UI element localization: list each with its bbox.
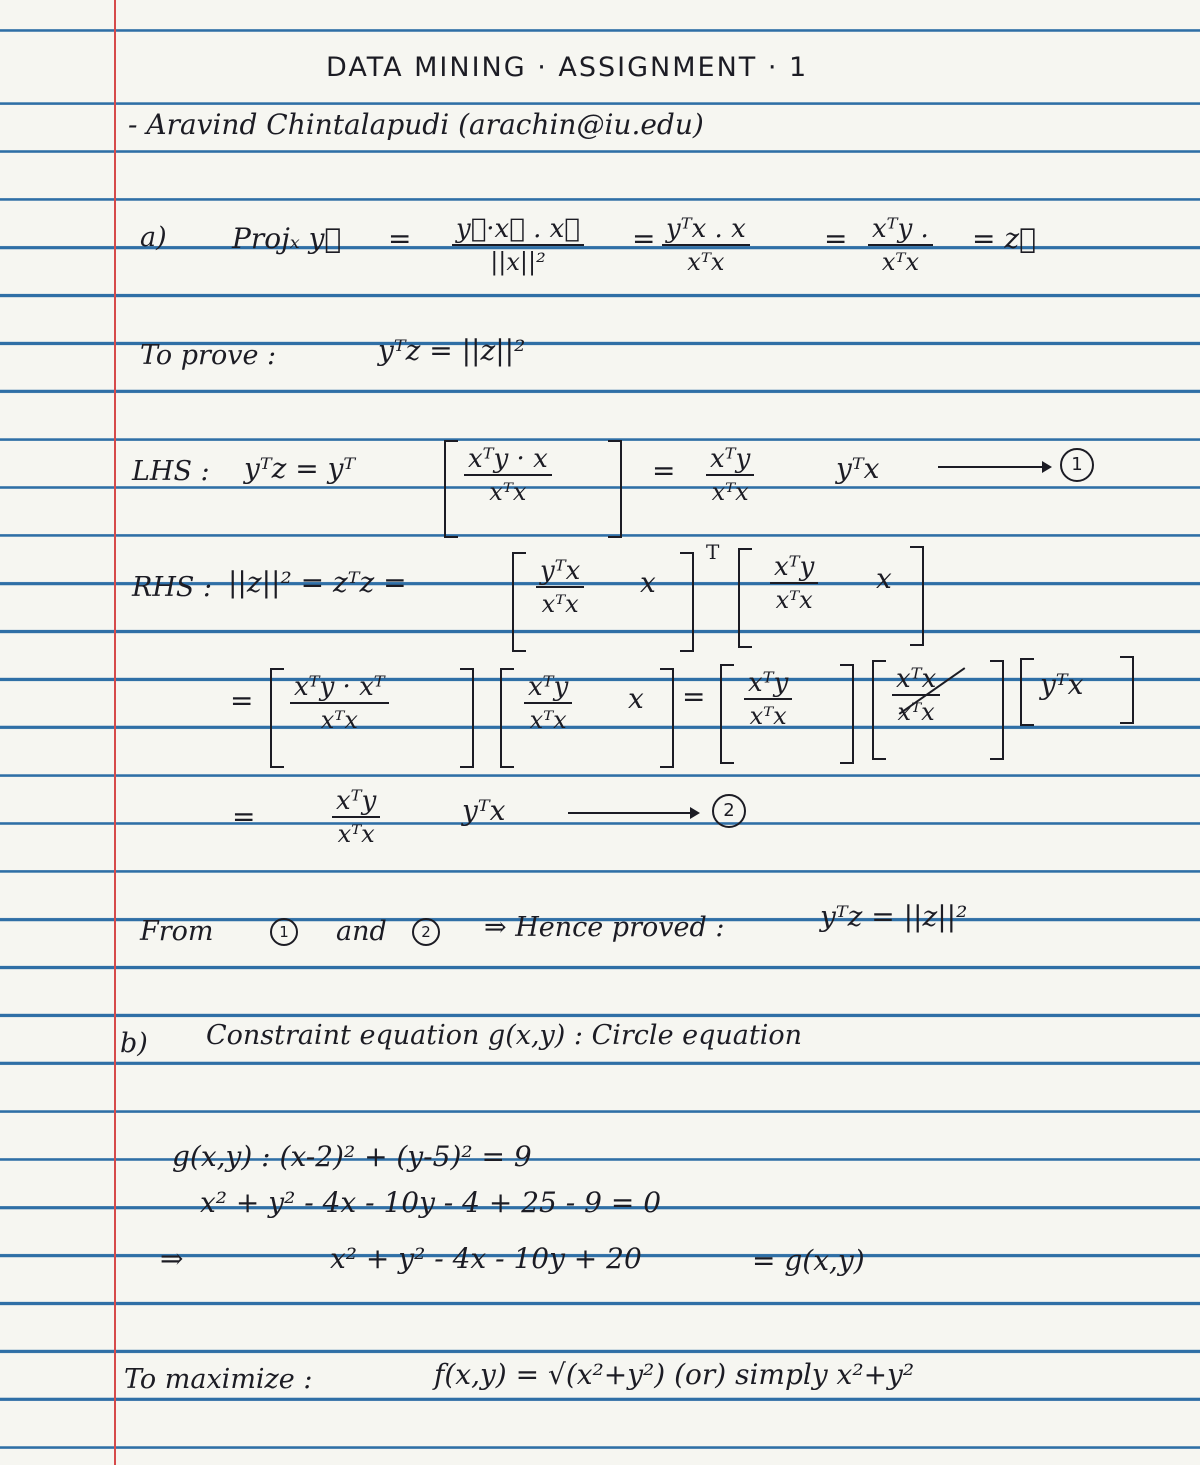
lhs-label: LHS : xyxy=(132,456,210,487)
equals-sign: = xyxy=(652,454,676,487)
rhs-equation: ||z||² = zᵀz = xyxy=(228,566,407,599)
bracket-left xyxy=(872,660,886,760)
rhs-label: RHS : xyxy=(132,572,213,603)
proj-frac-2-den: xᵀx xyxy=(687,248,725,276)
transpose-mark: T xyxy=(706,540,720,564)
l4-frac-den: xᵀx xyxy=(337,820,375,848)
l3-frac-2-num: xᵀy xyxy=(524,672,572,704)
bracket-left xyxy=(512,552,526,652)
simplified-equation: x² + y² - 4x - 10y + 20 xyxy=(330,1242,642,1275)
rhs-frac-1 xyxy=(536,556,584,618)
bracket-right xyxy=(660,668,674,768)
maximize-equation: f(x,y) = √(x²+y²) (or) simply x²+y² xyxy=(434,1358,915,1391)
bracket-left xyxy=(500,668,514,768)
constraint-text: Constraint equation g(x,y) : Circle equation xyxy=(206,1020,803,1051)
l4-frac-num: xᵀy xyxy=(332,786,380,818)
l3-frac-4-den: xᵀx xyxy=(897,698,935,726)
lhs-result-num: xᵀy xyxy=(706,444,754,476)
part-a-label: a) xyxy=(140,222,167,253)
rhs-frac-1-den: xᵀx xyxy=(541,590,579,618)
and-text: and xyxy=(336,916,387,947)
lhs-frac-den: xᵀx xyxy=(489,478,527,506)
equals-sign: = xyxy=(388,222,412,255)
l4-frac xyxy=(332,786,380,848)
l3-frac-3 xyxy=(744,668,792,730)
arrow-right-icon xyxy=(568,812,698,814)
bracket-right xyxy=(608,440,622,538)
bracket-right xyxy=(910,546,924,646)
l3-frac-1-den: xᵀx xyxy=(320,706,358,734)
l3-frac-3-den: xᵀx xyxy=(749,702,787,730)
arrow-right-icon xyxy=(938,466,1050,468)
g-equation: g(x,y) : (x-2)² + (y-5)² = 9 xyxy=(172,1140,532,1173)
rhs-frac-2-tail: x xyxy=(876,562,892,595)
proj-frac-1-num: y⃗·x⃗ . x⃗ xyxy=(452,214,584,246)
bracket-left xyxy=(444,440,458,538)
l3-frac-1 xyxy=(290,672,389,734)
proj-result: = z⃗ xyxy=(972,222,1036,255)
marker-circle-1: 1 xyxy=(270,918,298,946)
bracket-left xyxy=(720,664,734,764)
equals-sign: = xyxy=(230,684,254,717)
to-prove-label: To prove : xyxy=(140,340,277,371)
rhs-frac-2-num: xᵀy xyxy=(770,552,818,584)
page-title: DATA MINING · ASSIGNMENT · 1 xyxy=(326,52,809,83)
lhs-result-frac xyxy=(706,444,754,506)
simplified-rhs: = g(x,y) xyxy=(752,1244,865,1277)
l3-frac-3-num: xᵀy xyxy=(744,668,792,700)
rhs-frac-1-num: yᵀx xyxy=(536,556,584,588)
equals-sign: = xyxy=(232,800,256,833)
maximize-label: To maximize : xyxy=(124,1364,313,1395)
lhs-equation: yᵀz = yᵀ xyxy=(244,452,356,485)
l3-frac-2 xyxy=(524,672,572,734)
proj-frac-3 xyxy=(868,214,933,276)
marker-circle-2: 2 xyxy=(712,794,746,828)
proj-frac-3-den: xᵀx xyxy=(881,248,919,276)
l3-term-5: yᵀx xyxy=(1040,668,1084,701)
proj-frac-3-num: xᵀy . xyxy=(868,214,933,246)
l3-frac-2-den: xᵀx xyxy=(529,706,567,734)
bracket-left xyxy=(738,548,752,648)
equals-sign: = xyxy=(632,222,656,255)
expanded-equation: x² + y² - 4x - 10y - 4 + 25 - 9 = 0 xyxy=(200,1186,662,1219)
proj-frac-2-num: yᵀx . x xyxy=(662,214,750,246)
marker-circle-2: 2 xyxy=(412,918,440,946)
equals-sign: = xyxy=(682,680,706,713)
proj-frac-1-den: ||x||² xyxy=(490,248,546,276)
from-text: From xyxy=(140,916,214,947)
proj-frac-1 xyxy=(452,214,584,276)
proj-lhs: Projₓ y⃗ xyxy=(232,222,342,255)
implies-arrow: ⇒ xyxy=(160,1242,184,1275)
l3-frac-1-num: xᵀy · xᵀ xyxy=(290,672,389,704)
equals-sign: = xyxy=(824,222,848,255)
l3-frac-4 xyxy=(892,664,940,726)
bracket-right xyxy=(1120,656,1134,724)
part-b-label: b) xyxy=(120,1028,148,1059)
bracket-right xyxy=(680,552,694,652)
hence-equation: yᵀz = ||z||² xyxy=(820,900,968,933)
l3-frac-4-num: xᵀx xyxy=(892,664,940,696)
l3-frac-2-tail: x xyxy=(628,682,644,715)
rhs-frac-2-den: xᵀx xyxy=(775,586,813,614)
l4-tail: yᵀx xyxy=(462,794,506,827)
lhs-result-den: xᵀx xyxy=(711,478,749,506)
bracket-right xyxy=(990,660,1004,760)
author-line: - Aravind Chintalapudi (arachin@iu.edu) xyxy=(128,108,704,141)
hence-proved-text: ⇒ Hence proved : xyxy=(484,912,725,943)
lhs-result-tail: yᵀx xyxy=(836,452,880,485)
bracket-left xyxy=(1020,658,1034,726)
margin-line xyxy=(114,0,116,1465)
lhs-frac xyxy=(464,444,552,506)
lhs-frac-num: xᵀy · x xyxy=(464,444,552,476)
to-prove-equation: yᵀz = ||z||² xyxy=(378,334,526,367)
bracket-left xyxy=(270,668,284,768)
bracket-right xyxy=(460,668,474,768)
marker-circle-1: 1 xyxy=(1060,448,1094,482)
rhs-frac-2 xyxy=(770,552,818,614)
proj-frac-2 xyxy=(662,214,750,276)
rhs-frac-1-tail: x xyxy=(640,566,656,599)
bracket-right xyxy=(840,664,854,764)
